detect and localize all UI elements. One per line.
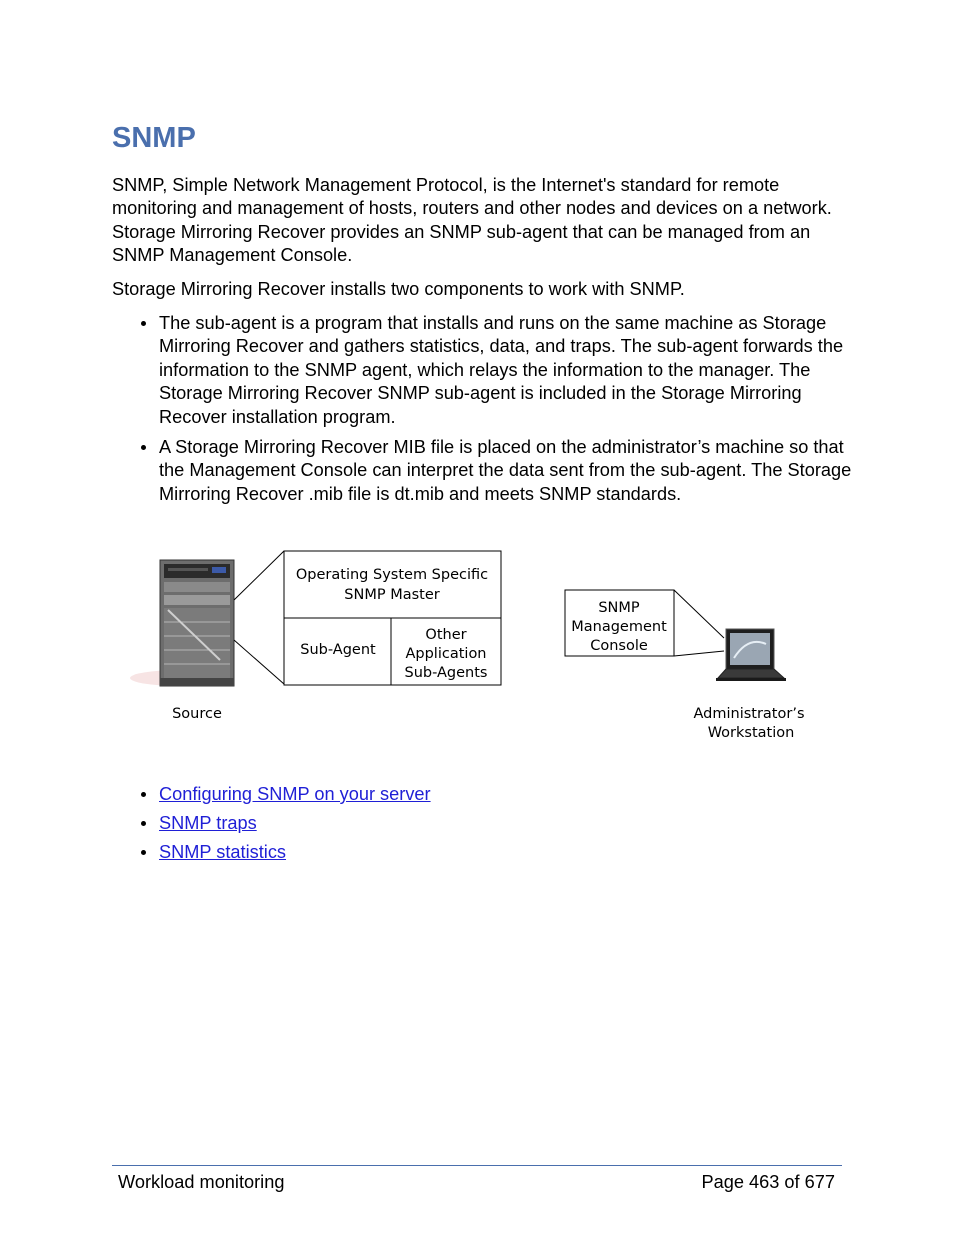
console-label-3: Console [590,638,648,654]
console-label-1: SNMP [598,600,640,616]
footer-section: Workload monitoring [118,1172,285,1192]
workstation-label-2: Workstation [707,725,795,741]
link-configuring-snmp[interactable]: Configuring SNMP on your server [159,784,431,804]
list-item [112,841,852,870]
snmp-master-box [284,551,501,618]
list-item [112,312,852,429]
master-label-1: Operating System Specific [295,567,489,583]
list-item [112,436,852,506]
intro-paragraph: SNMP, Simple Network Management Protocol, is the Internet's standard for remote monitoring and management of hosts, routers and other nodes and devices on a network. Storage Mirroring Recover provides an SNMP sub-agent that can be managed from an SNMP Management Console. [112,175,832,266]
other-label-3: Sub-Agents [404,665,488,681]
related-links-list [112,783,852,870]
bullet-icon [141,445,146,450]
master-label-2: SNMP Master [344,587,440,603]
server-icon [130,560,234,686]
footer-divider [112,1165,842,1166]
link-snmp-statistics[interactable]: SNMP statistics [159,842,287,862]
components-intro: Storage Mirroring Recover installs two components to work with SNMP. [112,279,685,299]
list-item [112,783,852,812]
list-item [112,812,852,841]
link-snmp-traps[interactable]: SNMP traps [159,813,257,833]
list-item-text: A Storage Mirroring Recover MIB file is placed on the administrator’s machine so that the Management Console can interpret the data sent from the sub-agent. The Storage Mirroring Recover .mib file is dt.mib and meets SNMP standards. [159,437,852,504]
workstation-label-1: Administrator’s [693,706,805,722]
bullet-icon [141,792,146,797]
snmp-architecture-diagram [120,540,820,750]
list-item-text: The sub-agent is a program that installs and runs on the same machine as Storage Mirroring Recover and gathers statistics, data, and traps. The sub-agent forwards the information to the SNMP agent, which relays the information to the manager. The Storage Mirroring Recover SNMP sub-agent is included in the Storage Mirroring Recover installation program. [159,313,844,427]
console-label-2: Management [571,619,667,635]
footer-page-number: Page 463 of 677 [701,1172,835,1192]
bullet-icon [141,850,146,855]
other-label-1: Other [425,627,467,643]
other-label-2: Application [405,646,487,662]
page-title: SNMP [112,122,196,154]
laptop-icon [716,629,786,681]
sub-agent-label: Sub-Agent [300,642,376,658]
components-list [112,312,852,506]
source-label: Source [172,706,222,722]
bullet-icon [141,821,146,826]
bullet-icon [141,321,146,326]
